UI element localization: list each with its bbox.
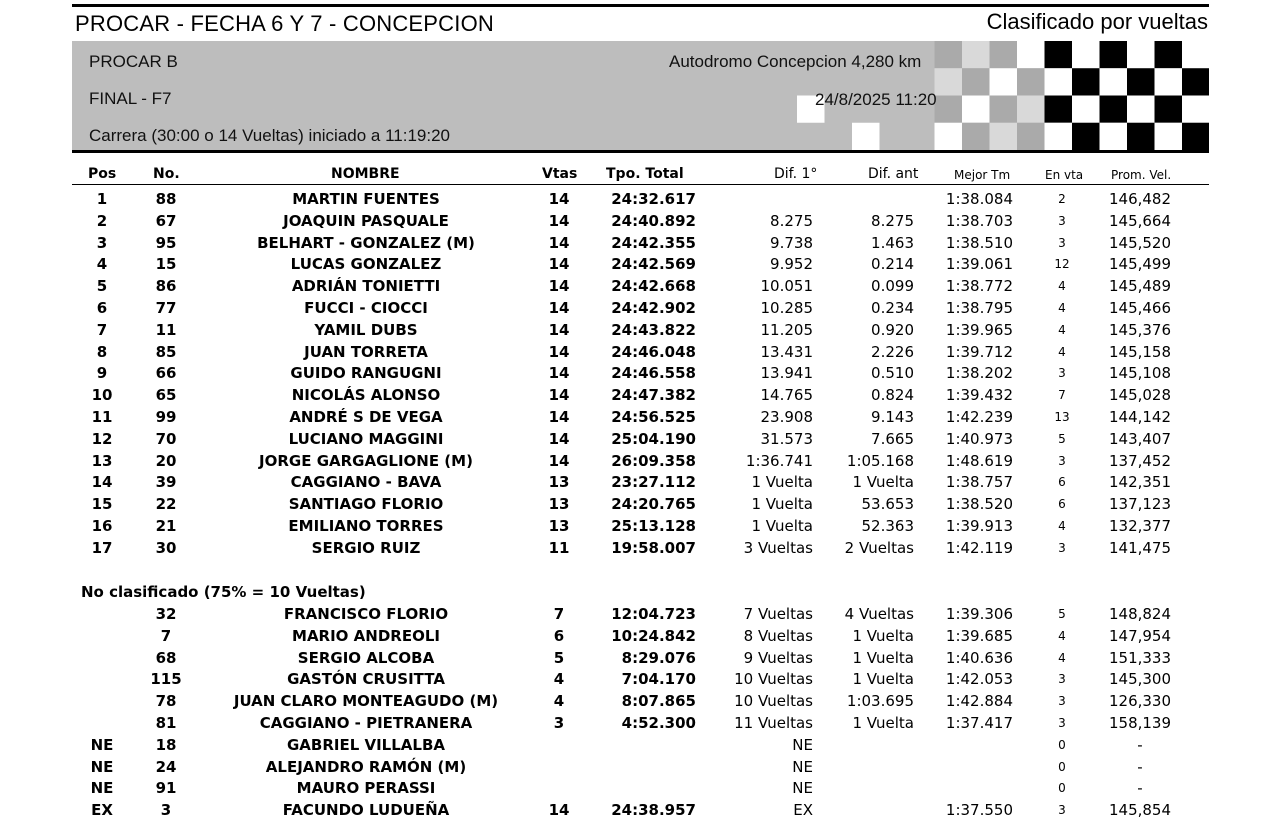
cell-name: JUAN CLARO MONTEAGUDO (M) xyxy=(233,692,499,711)
table-row xyxy=(0,734,1280,756)
table-row xyxy=(0,493,1280,515)
cell-total: 24:46.558 xyxy=(611,364,696,383)
cell-laps: 14 xyxy=(548,386,570,405)
cell-onlap: 12 xyxy=(1054,257,1070,272)
cell-onlap: 0 xyxy=(1058,737,1066,752)
col-dif1-header: Dif. 1° xyxy=(774,166,818,182)
cell-best: 1:38.795 xyxy=(945,299,1013,317)
cell-laps: 14 xyxy=(548,408,570,426)
cell-pos: NE xyxy=(90,757,114,776)
cell-difant: 1:05.168 xyxy=(846,451,914,470)
cell-best: 1:38.510 xyxy=(945,233,1013,252)
cell-laps: 4 xyxy=(553,670,565,689)
cell-best: 1:40.973 xyxy=(945,429,1013,448)
cell-difant: 53.653 xyxy=(861,495,914,514)
cell-no: 86 xyxy=(155,277,177,296)
cell-speed: - xyxy=(1137,779,1143,798)
cell-speed: 145,158 xyxy=(1108,342,1172,361)
cell-onlap: 6 xyxy=(1058,475,1066,490)
cell-pos: 2 xyxy=(96,211,108,230)
cell-pos: NE xyxy=(90,735,114,754)
cell-no: 67 xyxy=(155,211,177,230)
cell-no: 68 xyxy=(155,648,177,667)
cell-no: 32 xyxy=(155,605,177,623)
cell-best: 1:37.417 xyxy=(945,714,1013,732)
cell-total: 24:42.569 xyxy=(611,255,696,274)
table-row xyxy=(0,188,1280,210)
cell-best: 1:37.550 xyxy=(945,801,1013,820)
cell-laps: 14 xyxy=(548,429,570,448)
cell-pos: EX xyxy=(91,801,113,820)
cell-speed: - xyxy=(1137,735,1143,754)
table-row xyxy=(0,647,1280,669)
cell-onlap: 5 xyxy=(1058,607,1066,621)
cell-difant: 4 Vueltas xyxy=(844,605,914,623)
cell-no: 30 xyxy=(155,538,177,557)
cell-total: 8:29.076 xyxy=(621,648,696,667)
cell-difant: 8.275 xyxy=(871,211,914,230)
cell-pos: 5 xyxy=(96,277,108,296)
cell-name: GUIDO RANGUGNI xyxy=(290,364,442,383)
cell-speed: 145,489 xyxy=(1108,277,1172,296)
cell-name: JOAQUIN PASQUALE xyxy=(283,211,449,230)
cell-no: 115 xyxy=(150,670,182,689)
cell-speed: 158,139 xyxy=(1108,714,1172,732)
cell-total: 24:46.048 xyxy=(611,342,696,361)
cell-total: 24:56.525 xyxy=(611,408,696,426)
table-row xyxy=(0,625,1280,647)
cell-pos: 16 xyxy=(91,517,113,535)
cell-best: 1:38.520 xyxy=(945,495,1013,514)
table-row xyxy=(0,799,1280,821)
cell-pos: 10 xyxy=(91,386,113,405)
cell-name: SERGIO RUIZ xyxy=(311,538,421,557)
cell-dif1: 1 Vuelta xyxy=(751,495,813,514)
cell-pos: 6 xyxy=(96,299,108,317)
cell-laps: 3 xyxy=(553,714,565,732)
cell-dif1: 7 Vueltas xyxy=(743,605,813,623)
cell-best: 1:42.884 xyxy=(945,692,1013,711)
cell-dif1: NE xyxy=(792,757,813,776)
cell-difant: 52.363 xyxy=(861,517,914,535)
cell-onlap: 7 xyxy=(1058,388,1066,403)
cell-pos: 15 xyxy=(91,495,113,514)
cell-dif1: 9 Vueltas xyxy=(743,648,813,667)
cell-no: 77 xyxy=(155,299,177,317)
cell-laps: 14 xyxy=(548,320,570,339)
cell-dif1: 14.765 xyxy=(760,386,813,405)
cell-laps: 13 xyxy=(548,473,570,492)
cell-dif1: 10.285 xyxy=(760,299,813,317)
table-row xyxy=(0,515,1280,537)
table-row xyxy=(0,712,1280,734)
cell-total: 4:52.300 xyxy=(621,714,696,732)
cell-best: 1:48.619 xyxy=(945,451,1013,470)
top-rule xyxy=(72,4,1209,7)
cell-difant: 1 Vuelta xyxy=(852,714,914,732)
cell-laps: 13 xyxy=(548,495,570,514)
table-row xyxy=(0,450,1280,472)
cell-laps: 6 xyxy=(553,626,565,645)
cell-onlap: 4 xyxy=(1058,650,1066,665)
cell-name: YAMIL DUBS xyxy=(314,320,418,339)
table-row xyxy=(0,275,1280,297)
cell-dif1: 11.205 xyxy=(760,320,813,339)
cell-laps: 14 xyxy=(548,451,570,470)
cell-total: 26:09.358 xyxy=(611,451,696,470)
cell-name: NICOLÁS ALONSO xyxy=(291,386,441,405)
table-row xyxy=(0,690,1280,712)
cell-total: 12:04.723 xyxy=(611,605,696,623)
cell-no: 66 xyxy=(155,364,177,383)
cell-total: 25:13.128 xyxy=(611,517,696,535)
cell-no: 39 xyxy=(155,473,177,492)
cell-total: 24:42.902 xyxy=(611,299,696,317)
cell-best: 1:39.306 xyxy=(945,605,1013,623)
cell-best: 1:39.685 xyxy=(945,626,1013,645)
category-label: PROCAR B xyxy=(89,52,178,71)
cell-total: 24:20.765 xyxy=(611,495,696,514)
cell-total: 7:04.170 xyxy=(621,670,696,689)
cell-no: 70 xyxy=(155,429,177,448)
col-no-header: No. xyxy=(153,166,180,182)
cell-no: 85 xyxy=(155,342,177,361)
race-info-label: Carrera (30:00 o 14 Vueltas) iniciado a 11:19:20 xyxy=(89,126,451,145)
cell-laps: 11 xyxy=(548,538,570,557)
cell-laps: 14 xyxy=(548,233,570,252)
page-subtitle: Clasificado por vueltas xyxy=(986,9,1208,34)
cell-pos: 12 xyxy=(91,429,113,448)
page-title: PROCAR - FECHA 6 Y 7 - CONCEPCION xyxy=(75,11,494,36)
col-difant-header: Dif. ant xyxy=(868,166,919,182)
cell-no: 20 xyxy=(155,451,177,470)
col-pos-header: Pos xyxy=(88,166,117,182)
cell-difant: 1 Vuelta xyxy=(852,670,914,689)
cell-difant: 0.920 xyxy=(871,320,914,339)
cell-laps: 14 xyxy=(548,277,570,296)
cell-laps: 5 xyxy=(553,648,565,667)
cell-total: 24:42.355 xyxy=(611,233,696,252)
cell-laps: 14 xyxy=(548,299,570,317)
cell-dif1: 31.573 xyxy=(760,429,813,448)
cell-total: 24:32.617 xyxy=(611,190,696,208)
cell-no: 95 xyxy=(155,233,177,252)
col-total-header: Tpo. Total xyxy=(606,166,684,182)
cell-name: SERGIO ALCOBA xyxy=(297,648,435,667)
cell-dif1: 10.051 xyxy=(760,277,813,296)
cell-onlap: 0 xyxy=(1058,781,1066,796)
cell-dif1: 11 Vueltas xyxy=(734,714,813,732)
cell-no: 3 xyxy=(160,801,172,820)
cell-onlap: 4 xyxy=(1058,322,1066,337)
cell-difant: 0.099 xyxy=(871,277,914,296)
cell-onlap: 3 xyxy=(1058,716,1066,730)
cell-laps: 13 xyxy=(548,517,570,535)
cell-pos: 17 xyxy=(91,538,113,557)
cell-speed: 147,954 xyxy=(1108,626,1172,645)
datetime-label: 24/8/2025 11:20 xyxy=(815,90,937,109)
cell-name: ADRIÁN TONIETTI xyxy=(291,277,441,296)
cell-best: 1:38.703 xyxy=(945,211,1013,230)
cell-name: CAGGIANO - PIETRANERA xyxy=(259,714,473,732)
cell-laps: 14 xyxy=(548,255,570,274)
cell-speed: 137,123 xyxy=(1108,495,1172,514)
cell-onlap: 3 xyxy=(1058,453,1066,468)
cell-dif1: 8 Vueltas xyxy=(743,626,813,645)
cell-difant: 2 Vueltas xyxy=(844,538,914,557)
cell-dif1: NE xyxy=(792,779,813,798)
cell-best: 1:39.432 xyxy=(945,386,1013,405)
cell-name: JORGE GARGAGLIONE (M) xyxy=(259,451,473,470)
cell-pos: 11 xyxy=(91,408,113,426)
cell-speed: 143,407 xyxy=(1108,429,1172,448)
cell-onlap: 4 xyxy=(1058,301,1066,315)
table-row xyxy=(0,777,1280,799)
cell-dif1: 1 Vuelta xyxy=(751,517,813,535)
cell-total: 10:24.842 xyxy=(611,626,696,645)
cell-best: 1:38.202 xyxy=(945,364,1013,383)
cell-onlap: 4 xyxy=(1058,628,1066,643)
cell-speed: 126,330 xyxy=(1108,692,1172,711)
cell-onlap: 4 xyxy=(1058,519,1066,533)
header-rule xyxy=(72,184,1209,185)
cell-pos: 3 xyxy=(96,233,108,252)
cell-speed: 145,499 xyxy=(1108,255,1172,274)
table-row xyxy=(0,384,1280,406)
table-row xyxy=(0,603,1280,625)
cell-dif1: NE xyxy=(792,735,813,754)
cell-onlap: 6 xyxy=(1058,497,1066,512)
cell-speed: - xyxy=(1137,757,1143,776)
cell-total: 19:58.007 xyxy=(611,538,696,557)
cell-difant: 0.214 xyxy=(871,255,914,274)
cell-laps: 14 xyxy=(548,364,570,383)
cell-no: 88 xyxy=(155,190,177,208)
cell-onlap: 3 xyxy=(1058,672,1066,687)
cell-speed: 151,333 xyxy=(1108,648,1172,667)
band-rule xyxy=(72,150,1209,153)
cell-difant: 0.510 xyxy=(871,364,914,383)
table-row xyxy=(0,297,1280,319)
cell-name: LUCIANO MAGGINI xyxy=(288,429,444,448)
cell-difant: 1 Vuelta xyxy=(852,648,914,667)
cell-name: ANDRÉ S DE VEGA xyxy=(289,408,443,426)
table-row xyxy=(0,319,1280,341)
cell-dif1: 8.275 xyxy=(770,211,813,230)
cell-dif1: EX xyxy=(793,801,813,820)
cell-pos: 8 xyxy=(96,342,108,361)
cell-name: CAGGIANO - BAVA xyxy=(290,473,442,492)
cell-no: 81 xyxy=(155,714,177,732)
cell-speed: 145,854 xyxy=(1108,801,1172,820)
cell-no: 11 xyxy=(155,320,177,339)
cell-name: FRANCISCO FLORIO xyxy=(283,605,449,623)
cell-difant: 7.665 xyxy=(871,429,914,448)
cell-pos: 1 xyxy=(96,190,108,208)
cell-laps: 7 xyxy=(553,605,565,623)
cell-name: JUAN TORRETA xyxy=(304,342,428,361)
cell-dif1: 13.941 xyxy=(760,364,813,383)
cell-pos: 9 xyxy=(96,364,108,383)
cell-difant: 0.234 xyxy=(871,299,914,317)
cell-dif1: 10 Vueltas xyxy=(734,692,813,711)
cell-total: 24:38.957 xyxy=(611,801,696,820)
cell-onlap: 13 xyxy=(1054,410,1070,424)
col-name-header: NOMBRE xyxy=(331,166,400,182)
cell-dif1: 1 Vuelta xyxy=(751,473,813,492)
cell-dif1: 1:36.741 xyxy=(745,451,813,470)
cell-no: 22 xyxy=(155,495,177,514)
cell-onlap: 2 xyxy=(1058,192,1066,206)
cell-laps: 14 xyxy=(548,801,570,820)
table-row xyxy=(0,341,1280,363)
cell-difant: 2.226 xyxy=(871,342,914,361)
cell-best: 1:39.913 xyxy=(945,517,1013,535)
cell-best: 1:42.239 xyxy=(945,408,1013,426)
cell-total: 25:04.190 xyxy=(611,429,696,448)
cell-dif1: 9.952 xyxy=(770,255,813,274)
cell-speed: 132,377 xyxy=(1108,517,1172,535)
cell-best: 1:42.119 xyxy=(945,538,1013,557)
cell-onlap: 5 xyxy=(1058,431,1066,446)
cell-best: 1:38.084 xyxy=(945,190,1013,208)
cell-speed: 145,664 xyxy=(1108,211,1172,230)
cell-onlap: 3 xyxy=(1058,803,1066,818)
cell-speed: 145,300 xyxy=(1108,670,1172,689)
cell-dif1: 9.738 xyxy=(770,233,813,252)
table-row xyxy=(0,428,1280,450)
cell-speed: 142,351 xyxy=(1108,473,1172,492)
cell-speed: 145,520 xyxy=(1108,233,1172,252)
cell-onlap: 4 xyxy=(1058,279,1066,294)
cell-name: GABRIEL VILLALBA xyxy=(286,735,446,754)
cell-name: FACUNDO LUDUEÑA xyxy=(282,801,450,820)
table-row xyxy=(0,232,1280,254)
cell-no: 91 xyxy=(155,779,177,798)
cell-difant: 9.143 xyxy=(871,408,914,426)
cell-best: 1:39.965 xyxy=(945,320,1013,339)
col-laps-header: Vtas xyxy=(542,166,578,182)
cell-onlap: 4 xyxy=(1058,344,1066,359)
cell-laps: 4 xyxy=(553,692,565,711)
cell-speed: 146,482 xyxy=(1108,190,1172,208)
cell-total: 24:43.822 xyxy=(611,320,696,339)
cell-speed: 145,028 xyxy=(1108,386,1172,405)
cell-pos: NE xyxy=(90,779,114,798)
cell-onlap: 3 xyxy=(1058,235,1066,250)
cell-speed: 145,108 xyxy=(1108,364,1172,383)
cell-dif1: 23.908 xyxy=(760,408,813,426)
table-row xyxy=(0,471,1280,493)
cell-no: 18 xyxy=(155,735,177,754)
cell-laps: 14 xyxy=(548,211,570,230)
cell-no: 65 xyxy=(155,386,177,405)
cell-total: 8:07.865 xyxy=(621,692,696,711)
cell-pos: 7 xyxy=(96,320,108,339)
cell-speed: 148,824 xyxy=(1108,605,1172,623)
cell-laps: 14 xyxy=(548,190,570,208)
table-row xyxy=(0,253,1280,275)
cell-onlap: 3 xyxy=(1058,366,1066,381)
cell-onlap: 3 xyxy=(1058,540,1066,555)
track-label: Autodromo Concepcion 4,280 km xyxy=(669,52,922,71)
cell-no: 78 xyxy=(155,692,177,711)
cell-difant: 0.824 xyxy=(871,386,914,405)
cell-dif1: 13.431 xyxy=(760,342,813,361)
cell-name: GASTÓN CRUSITTA xyxy=(287,670,445,689)
cell-dif1: 10 Vueltas xyxy=(734,670,813,689)
table-row xyxy=(0,210,1280,232)
cell-name: MAURO PERASSI xyxy=(296,779,436,798)
cell-difant: 1.463 xyxy=(871,233,914,252)
cell-name: EMILIANO TORRES xyxy=(288,517,444,535)
cell-best: 1:38.757 xyxy=(945,473,1013,492)
cell-speed: 145,376 xyxy=(1108,320,1172,339)
cell-onlap: 3 xyxy=(1058,213,1066,228)
cell-name: LUCAS GONZALEZ xyxy=(290,255,442,274)
table-row xyxy=(0,668,1280,690)
table-row xyxy=(0,406,1280,428)
cell-difant: 1 Vuelta xyxy=(852,626,914,645)
cell-onlap: 3 xyxy=(1058,694,1066,709)
cell-total: 24:42.668 xyxy=(611,277,696,296)
cell-difant: 1 Vuelta xyxy=(852,473,914,492)
cell-no: 24 xyxy=(155,757,177,776)
cell-speed: 137,452 xyxy=(1108,451,1172,470)
cell-pos: 13 xyxy=(91,451,113,470)
cell-best: 1:40.636 xyxy=(945,648,1013,667)
cell-total: 24:40.892 xyxy=(611,211,696,230)
cell-best: 1:38.772 xyxy=(945,277,1013,296)
cell-total: 23:27.112 xyxy=(611,473,696,492)
cell-speed: 144,142 xyxy=(1108,408,1172,426)
cell-name: MARTIN FUENTES xyxy=(292,190,440,208)
cell-best: 1:42.053 xyxy=(945,670,1013,689)
table-row xyxy=(0,362,1280,384)
cell-name: MARIO ANDREOLI xyxy=(292,626,440,645)
not-classified-label: No clasificado (75% = 10 Vueltas) xyxy=(81,583,366,601)
col-best-header: Mejor Tm xyxy=(954,168,1011,182)
cell-laps: 14 xyxy=(548,342,570,361)
col-onlap-header: En vta xyxy=(1045,168,1084,182)
cell-dif1: 3 Vueltas xyxy=(743,538,813,557)
cell-no: 21 xyxy=(155,517,177,535)
cell-name: FUCCI - CIOCCI xyxy=(304,299,428,317)
cell-difant: 1:03.695 xyxy=(846,692,914,711)
cell-pos: 4 xyxy=(96,255,108,274)
cell-name: ALEJANDRO RAMÓN (M) xyxy=(265,757,467,776)
cell-name: BELHART - GONZALEZ (M) xyxy=(257,233,475,252)
cell-best: 1:39.061 xyxy=(945,255,1013,274)
cell-no: 99 xyxy=(155,408,177,426)
col-speed-header: Prom. Vel. xyxy=(1111,168,1172,182)
table-row xyxy=(0,537,1280,559)
cell-no: 15 xyxy=(155,255,177,274)
session-label: FINAL - F7 xyxy=(89,89,172,108)
cell-best: 1:39.712 xyxy=(945,342,1013,361)
cell-total: 24:47.382 xyxy=(611,386,696,405)
cell-pos: 14 xyxy=(91,473,113,492)
cell-speed: 141,475 xyxy=(1108,538,1172,557)
cell-speed: 145,466 xyxy=(1108,299,1172,317)
cell-no: 7 xyxy=(160,626,172,645)
cell-name: SANTIAGO FLORIO xyxy=(288,495,444,514)
table-row xyxy=(0,756,1280,778)
cell-onlap: 0 xyxy=(1058,759,1066,774)
